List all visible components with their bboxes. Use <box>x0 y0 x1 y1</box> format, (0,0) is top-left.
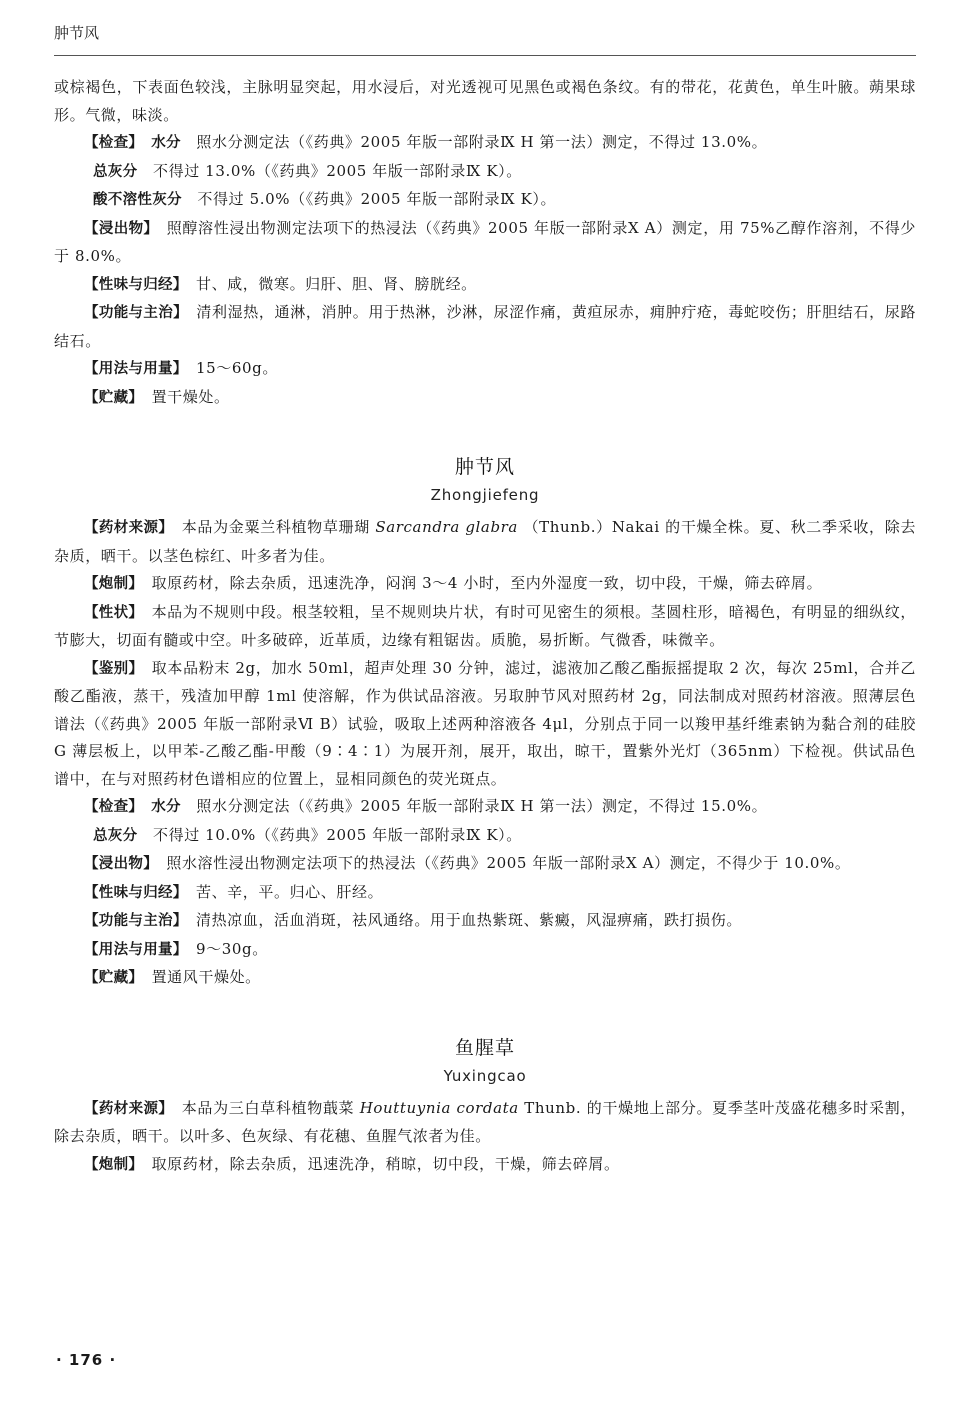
source-text-post: （Thunb.）Nakai 的干燥全株。夏、秋二季采收，除去杂质，晒干。以茎色棕红、叶多者为佳。 <box>54 518 916 565</box>
page-content <box>54 74 916 1179</box>
process-tag: 【炮制】 <box>84 576 136 592</box>
nature-text: 苦、辛，平。归心、肝经。 <box>195 882 384 901</box>
function-text: 清利湿热，通淋，消肿。用于热淋，沙淋，尿涩作痛，黄疸尿赤，痈肿疔疮，毒蛇咬伤；肝胆结石，尿路结石。 <box>54 303 916 350</box>
process-text: 取原药材，除去杂质，迅速洗净，闷润 3～4 小时，至内外湿度一致，切中段，干燥，筛去碎屑。 <box>151 574 823 592</box>
entry1-source <box>54 514 916 570</box>
dosage-tag: 【用法与用量】 <box>84 361 181 377</box>
continued-nature <box>54 271 916 300</box>
entry-pinyin: Yuxingcao <box>443 1066 527 1085</box>
ash-text: 不得过 10.0%（《药典》2005 年版一部附录Ⅸ K）。 <box>153 825 522 844</box>
function-tag: 【功能与主治】 <box>84 913 181 929</box>
water-label: 水分 <box>151 799 181 815</box>
entry1-extract <box>54 850 916 879</box>
nature-tag: 【性味与归经】 <box>84 884 181 901</box>
entry1-property <box>54 599 916 655</box>
entry1-function <box>54 907 916 936</box>
source-text-pre: 本品为金粟兰科植物草珊瑚 <box>181 518 370 536</box>
identify-tag: 【鉴别】 <box>84 660 137 677</box>
entry-pinyin: Zhongjiefeng <box>430 486 540 504</box>
extract-tag: 【浸出物】 <box>84 856 151 872</box>
entry1-storage <box>54 964 916 993</box>
nature-tag: 【性味与归经】 <box>84 276 181 293</box>
property-text: 本品为不规则中段。根茎较粗，呈不规则块片状，有时可见密生的须根。茎圆柱形，暗褐色，有明显的细纵纹，节膨大，切面有髓或中空。叶多破碎，近革质，边缘有粗锯齿。质脆，易折断。气微香，味微辛。 <box>54 602 916 649</box>
function-text: 清热凉血，活血消斑，祛风通络。用于血热紫斑、紫癜，风湿痹痛，跌打损伤。 <box>195 911 742 929</box>
storage-tag: 【贮藏】 <box>84 389 136 406</box>
process-tag: 【炮制】 <box>84 1156 136 1173</box>
continued-check-acid-ash <box>54 186 916 215</box>
source-text-pre: 本品为三白草科植物蕺菜 <box>181 1098 355 1117</box>
continued-dosage <box>54 355 916 384</box>
page-number: · 176 · <box>56 1351 117 1369</box>
source-text-post: Thunb. 的干燥地上部分。夏季茎叶茂盛花穗多时采割，除去杂质，晒干。以叶多、色灰绿、有花穗、鱼腥气浓者为佳。 <box>54 1098 916 1145</box>
water-text: 照水分测定法（《药典》2005 年版一部附录Ⅸ H 第一法）测定，不得过 15.0%。 <box>196 797 768 815</box>
ash-label: 总灰分 <box>93 827 138 844</box>
entry1-identify <box>54 655 916 794</box>
continued-check-water <box>54 129 916 158</box>
source-tag: 【药材来源】 <box>84 520 167 536</box>
extract-text: 照醇溶性浸出物测定法项下的热浸法（《药典》2005 年版一部附录Ⅹ A）测定，用 75%乙醇作溶剂，不得少于 8.0%。 <box>54 218 917 265</box>
storage-text: 置干燥处。 <box>151 387 230 406</box>
header-rule <box>54 55 916 56</box>
entry1-check-ash <box>54 822 916 851</box>
ash-text: 不得过 13.0%（《药典》2005 年版一部附录Ⅸ K）。 <box>153 161 522 180</box>
storage-text: 置通风干燥处。 <box>151 968 261 986</box>
continued-storage <box>54 384 916 413</box>
property-tag: 【性状】 <box>84 604 136 621</box>
nature-text: 甘、咸，微寒。归肝、胆、肾、膀胱经。 <box>195 274 477 293</box>
continued-paragraph: 或棕褐色，下表面色较浅，主脉明显突起，用水浸后，对光透视可见黑色或褐色条纹。有的带花，花黄色，单生叶腋。蒴果球形。气微，味淡。 <box>54 78 916 124</box>
latin-name: Houttuynia cordata <box>359 1098 519 1117</box>
identify-text: 取本品粉末 2g，加水 50ml，超声处理 30 分钟，滤过，滤液加乙酸乙酯振摇提取 2 次，每次 25ml，合并乙酸乙酯液，蒸干，残渣加甲醇 1ml 使溶解，作为供试品溶液。另取肿节风对照药材 2g，同法制成对照药材溶液。照薄层色谱法（《药典》2005 年版一部附录Ⅵ B）试验，吸取上述两种溶液各 4μl，分别点于同一以羧甲基纤维素钠为黏合剂的硅胶 G 薄层板上，以甲苯-乙酸乙酯-甲酸（9∶4∶1）为展开剂，展开，取出，晾干，置紫外光灯（365nm）下检视。供试品色谱中，在与对照药材色谱相应的位置上，显相同颜色的荧光斑点。 <box>54 658 917 788</box>
continued-check-ash <box>54 158 916 187</box>
dosage-text: 15～60g。 <box>195 359 278 377</box>
entry1-check-water <box>54 793 916 822</box>
water-text: 照水分测定法（《药典》2005 年版一部附录Ⅸ H 第一法）测定，不得过 13.0%。 <box>196 133 768 151</box>
storage-tag: 【贮藏】 <box>84 970 136 986</box>
water-label: 水分 <box>151 135 181 151</box>
process-text: 取原药材，除去杂质，迅速洗净，稍晾，切中段，干燥，筛去碎屑。 <box>151 1154 620 1173</box>
check-tag: 【检查】 <box>84 135 144 151</box>
entry2-process <box>54 1151 916 1180</box>
function-tag: 【功能与主治】 <box>84 305 181 321</box>
extract-text: 照水溶性浸出物测定法项下的热浸法（《药典》2005 年版一部附录Ⅹ A）测定，不得少于 10.0%。 <box>166 854 851 872</box>
acid-ash-text: 不得过 5.0%（《药典》2005 年版一部附录Ⅸ K）。 <box>197 190 557 208</box>
entry1-dosage <box>54 936 916 965</box>
entry1-nature <box>54 879 916 908</box>
entry2-source <box>54 1095 916 1151</box>
running-header: 肿节风 <box>54 24 100 42</box>
source-tag: 【药材来源】 <box>84 1100 167 1117</box>
extract-tag: 【浸出物】 <box>84 220 152 237</box>
entry1-process <box>54 570 916 599</box>
continued-extract <box>54 215 916 271</box>
entry-title: 鱼腥草 <box>454 1036 515 1059</box>
dosage-text: 9～30g。 <box>195 939 268 958</box>
continued-function <box>54 299 916 355</box>
ash-label: 总灰分 <box>93 163 138 180</box>
check-tag: 【检查】 <box>84 799 144 815</box>
acid-ash-label: 酸不溶性灰分 <box>93 192 182 208</box>
latin-name: Sarcandra glabra <box>375 518 518 536</box>
entry-title: 肿节风 <box>454 456 515 478</box>
dosage-tag: 【用法与用量】 <box>84 941 181 958</box>
